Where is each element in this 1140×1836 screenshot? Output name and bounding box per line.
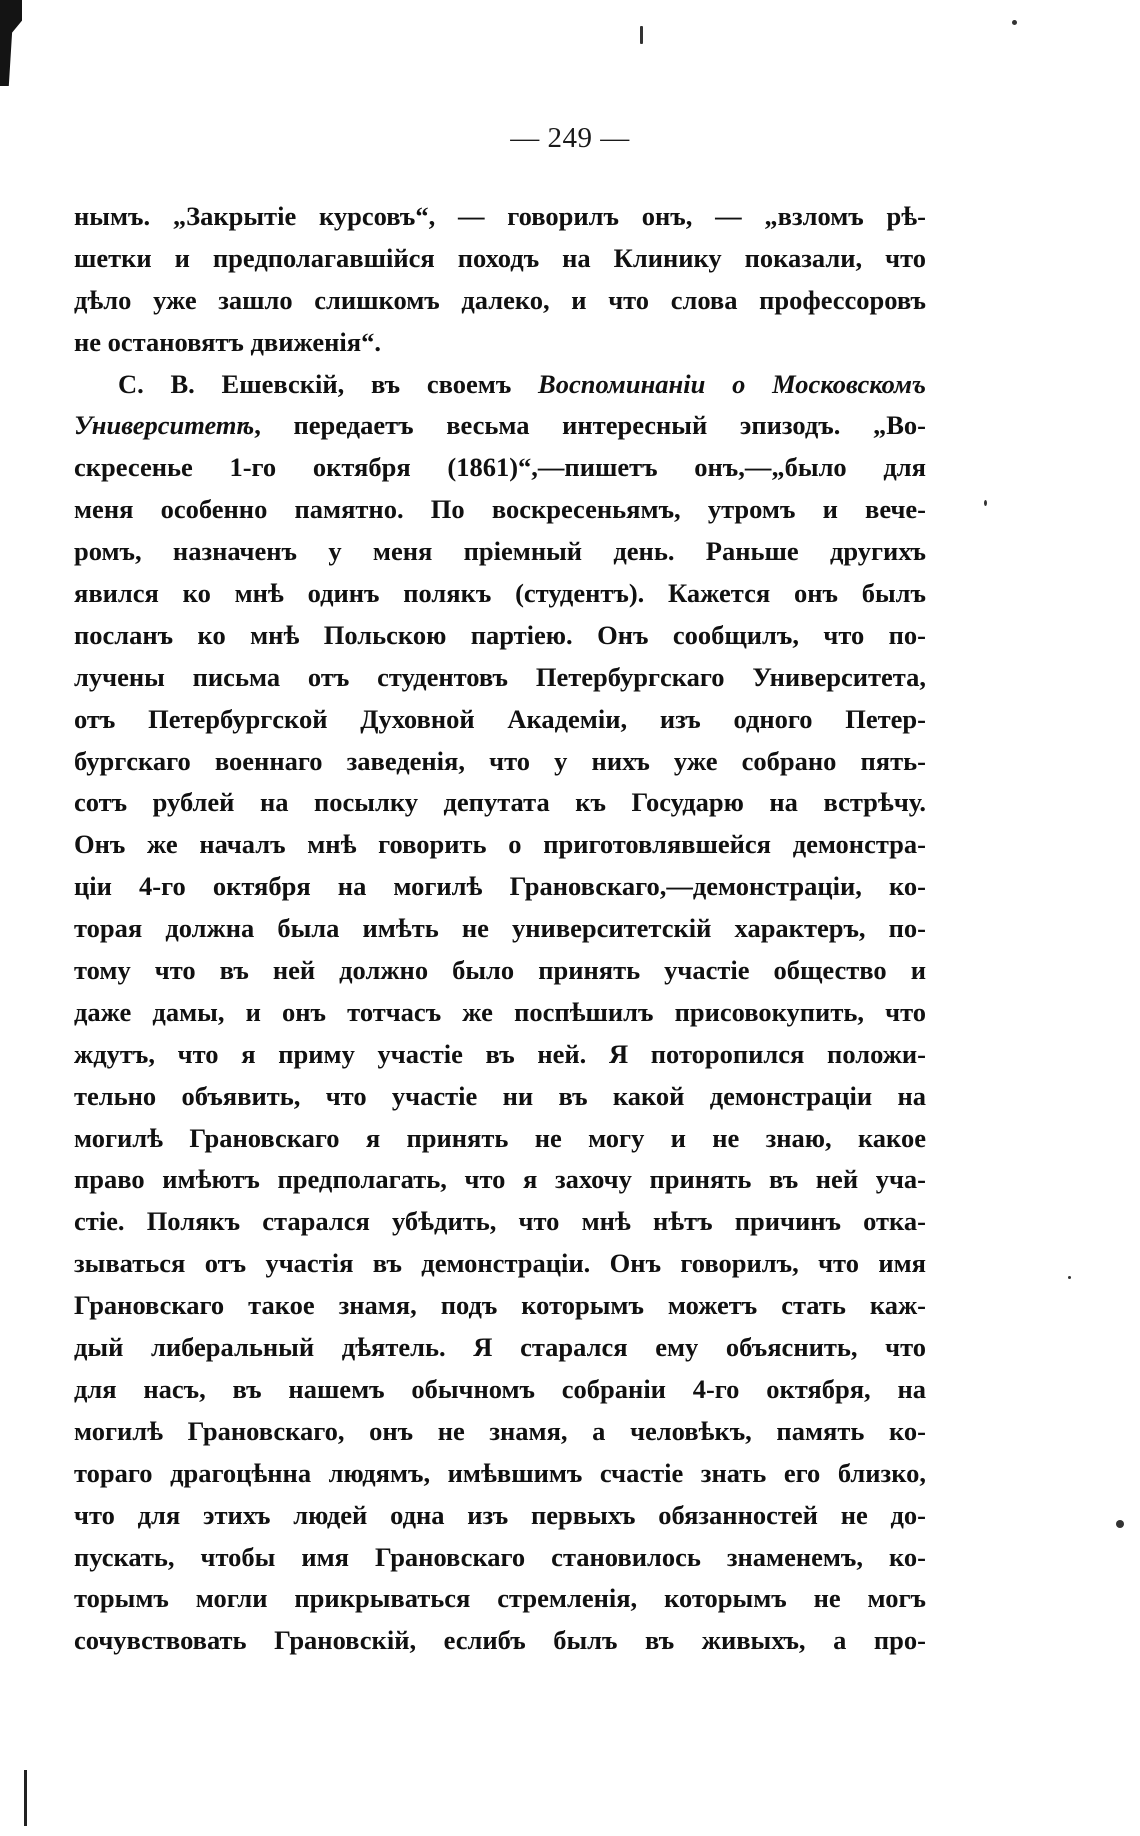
text-line: Онъ же началъ мнѣ говорить о приготовлявшейся демонстра- [74,829,926,860]
book-title-italic: Университетѣ [74,410,255,441]
scan-speck [984,500,987,506]
text-line: бургскаго военнаго заведенія, что у нихъ уже собрано пять- [74,745,926,776]
text-line: стіе. Полякъ старался убѣдить, что мнѣ нѣтъ причинъ отка- [74,1206,926,1237]
text-line: право имѣютъ предполагать, что я захочу принять въ ней уча- [74,1164,926,1195]
text-line: ромъ, назначенъ у меня пріемный день. Раньше другихъ [74,536,926,567]
text-line: посланъ ко мнѣ Польскою партіею. Онъ сообщилъ, что по- [74,619,926,650]
scan-speck [640,26,643,44]
text-line: явился ко мнѣ одинъ полякъ (студентъ). Кажется онъ былъ [74,578,926,609]
text-line: что для этихъ людей одна изъ первыхъ обязанностей не до- [74,1499,926,1530]
text-line: могилѣ Грановскаго, онъ не знамя, а человѣкъ, память ко- [74,1415,926,1446]
scan-corner-mark [0,0,22,86]
text-line: ціи 4-го октября на могилѣ Грановскаго,—демонстраціи, ко- [74,871,926,902]
text-line: меня особенно памятно. По воскресеньямъ, утромъ и вече- [74,494,926,525]
text-line: пускать, чтобы имя Грановскаго становилось знаменемъ, ко- [74,1541,926,1572]
text-line: тельно объявить, что участіе ни въ какой демонстраціи на [74,1080,926,1111]
text-line: зываться отъ участія въ демонстраціи. Онъ говорилъ, что имя [74,1248,926,1279]
text-line: торая должна была имѣть не университетскій характеръ, по- [74,913,926,944]
text-fragment: , передаетъ весьма интересный эпизодъ. „Во- [254,410,926,441]
text-line: сотъ рублей на посылку депутата къ Государю на встрѣчу. [74,787,926,818]
text-line: нымъ. „Закрытіе курсовъ“, — говорилъ онъ, — „взломъ рѣ- [74,201,926,231]
text-line: шетки и предполагавшійся походъ на Клинику показали, что [74,242,926,273]
text-fragment: С. В. Ешевскій, въ своемъ [118,368,539,399]
text-line: торымъ могли прикрываться стремленія, которымъ не могъ [74,1583,926,1614]
text-line: сочувствовать Грановскій, еслибъ былъ въ живыхъ, а про- [74,1625,926,1656]
text-line: для насъ, въ нашемъ обычномъ собраніи 4-го октября, на [74,1373,926,1404]
text-line: не остановятъ движенія“. [74,326,381,357]
text-line: дѣло уже зашло слишкомъ далеко, и что слова профессоровъ [74,284,926,315]
scan-edge-mark [24,1770,27,1826]
text-line: даже дамы, и онъ тотчасъ же поспѣшилъ присовокупить, что [74,996,926,1027]
text-line: лучены письма отъ студентовъ Петербургскаго Университета, [74,661,926,692]
scan-speck [1116,1520,1124,1528]
text-line [74,364,926,406]
page-number: — 249 — [510,122,630,154]
book-title-italic: Воспоминаніи о Московскомъ [538,368,926,399]
text-line: тому что въ ней должно было принять участіе общество и [74,955,926,986]
body-text [74,196,926,1662]
scan-speck [1068,1276,1071,1279]
scan-speck [1012,20,1017,25]
text-line: ждутъ, что я приму участіе въ ней. Я поторопился положи- [74,1038,926,1069]
text-line: тораго драгоцѣнна людямъ, имѣвшимъ счастіе знать его близко, [74,1457,926,1488]
text-line: дый либеральный дѣятель. Я старался ему объяснить, что [74,1332,926,1363]
text-line: отъ Петербургской Духовной Академіи, изъ одного Петер- [74,703,926,734]
text-line: могилѣ Грановскаго я принять не могу и не знаю, какое [74,1122,926,1153]
text-line: Грановскаго такое знамя, подъ которымъ можетъ стать каж- [74,1290,926,1321]
text-line [74,405,926,447]
text-line: скресенье 1-го октября (1861)“,—пишетъ онъ,—„было для [74,452,926,483]
